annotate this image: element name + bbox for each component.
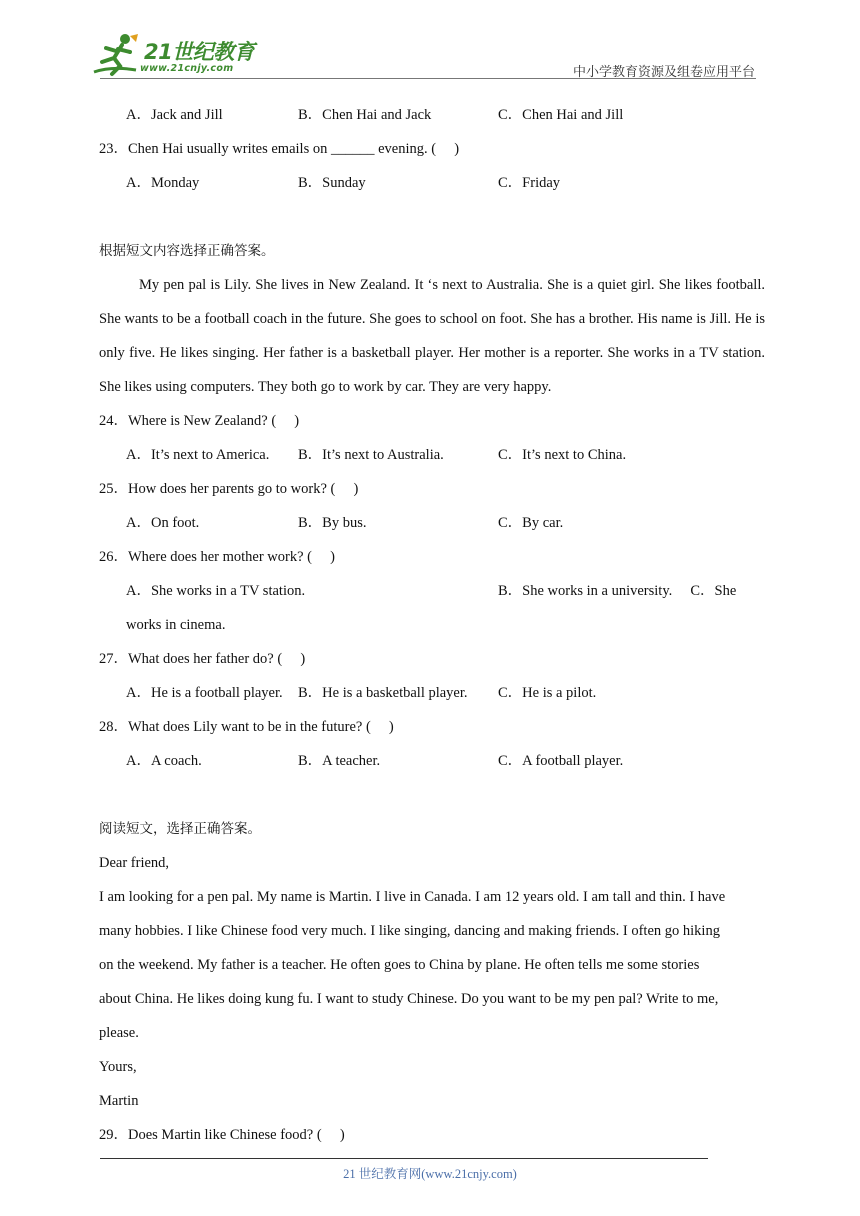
q24-option-a[interactable]: A．It’s next to America. (126, 447, 270, 463)
q27-option-c[interactable]: C．He is a pilot. (498, 685, 597, 701)
q24-options (99, 438, 765, 472)
section2-passage: My pen pal is Lily. She lives in New Zealand. It ‘s next to Australia. She is a quiet girl. She likes football. She wants to be a football coach in the future. She goes to school on foot. She has a brother. His name is Jill. He is only five. He likes singing. Her father is a basketball player. Her mother is a reporter. She works in a TV station. She likes using computers. They both go to work by car. They are very happy. (99, 277, 765, 395)
q22-options (99, 98, 765, 132)
letter-signature: Martin (99, 1093, 139, 1109)
platform-title: 中小学教育资源及组卷应用平台 (572, 65, 755, 80)
q22-option-c[interactable]: C．Chen Hai and Jill (498, 107, 624, 123)
spacer (99, 778, 765, 812)
q22-option-b[interactable]: B．Chen Hai and Jack (298, 107, 432, 123)
q27-option-b[interactable]: B．He is a basketball player. (298, 685, 468, 701)
q27-options (99, 676, 765, 710)
runner-logo-icon (92, 32, 142, 78)
header-divider (100, 78, 756, 79)
q26-question: 26．Where does her mother work? ( ) (99, 549, 335, 565)
q26-options-wrap (99, 608, 765, 642)
q23-option-a[interactable]: A．Monday (126, 175, 200, 191)
site-logo (92, 32, 262, 78)
letter-line: on the weekend. My father is a teacher. He often goes to China by plane. He often tells me some stories (99, 957, 700, 973)
page-footer[interactable]: 21 世纪教育网(www.21cnjy.com) (343, 1167, 517, 1181)
section3-instruction: 阅读短文，选择正确答案。 (99, 821, 261, 837)
q27-option-a[interactable]: A．He is a football player. (126, 685, 283, 701)
q29-question: 29．Does Martin like Chinese food? ( ) (99, 1127, 345, 1143)
letter-closing: Yours, (99, 1059, 137, 1075)
q28-option-c[interactable]: C．A football player. (498, 753, 624, 769)
q26-options (99, 574, 765, 608)
section2-instruction: 根据短文内容选择正确答案。 (99, 243, 275, 259)
q23-option-b[interactable]: B．Sunday (298, 175, 366, 191)
q28-question: 28．What does Lily want to be in the future? ( ) (99, 719, 394, 735)
q23-question: 23．Chen Hai usually writes emails on ______ evening. ( ) (99, 141, 460, 157)
brand-url: www.21cnjy.com (140, 63, 234, 74)
letter-line: many hobbies. I like Chinese food very much. I like singing, dancing and making friends. I often go hiking (99, 923, 720, 939)
q24-option-c[interactable]: C．It’s next to China. (498, 447, 627, 463)
q27-question: 27．What does her father do? ( ) (99, 651, 306, 667)
q25-option-a[interactable]: A．On foot. (126, 515, 200, 531)
q25-option-c[interactable]: C．By car. (498, 515, 564, 531)
q26-option-c-continued[interactable]: works in cinema. (126, 617, 226, 633)
q24-question: 24．Where is New Zealand? ( ) (99, 413, 300, 429)
q28-option-b[interactable]: B．A teacher. (298, 753, 381, 769)
q28-options (99, 744, 765, 778)
q25-option-b[interactable]: B．By bus. (298, 515, 367, 531)
q26-option-b-c[interactable]: B．She works in a university. C．She (498, 583, 737, 599)
q24-option-b[interactable]: B．It’s next to Australia. (298, 447, 444, 463)
footer-divider (100, 1158, 708, 1159)
page-header (0, 0, 860, 85)
q25-options (99, 506, 765, 540)
letter-line: I am looking for a pen pal. My name is Martin. I live in Canada. I am 12 years old. I am tall and thin. I have (99, 889, 726, 905)
document-body (99, 98, 765, 1152)
brand-name: 21世纪教育 (144, 40, 255, 64)
letter-greeting: Dear friend, (99, 855, 170, 871)
q23-options (99, 166, 765, 200)
letter-line: about China. He likes doing kung fu. I want to study Chinese. Do you want to be my pen pal? Write to me, (99, 991, 719, 1007)
q22-option-a[interactable]: A．Jack and Jill (126, 107, 223, 123)
spacer (99, 200, 765, 234)
letter-line: please. (99, 1025, 139, 1041)
q23-option-c[interactable]: C．Friday (498, 175, 561, 191)
q26-option-a[interactable]: A．She works in a TV station. (126, 583, 306, 599)
q28-option-a[interactable]: A．A coach. (126, 753, 202, 769)
q25-question: 25．How does her parents go to work? ( ) (99, 481, 359, 497)
